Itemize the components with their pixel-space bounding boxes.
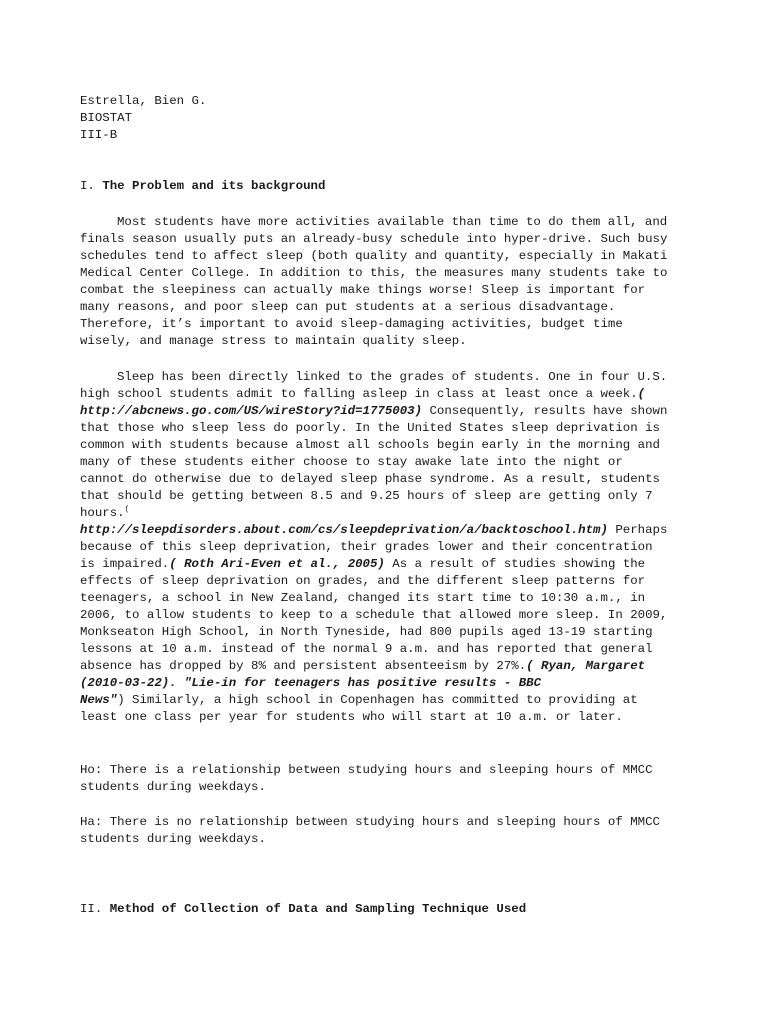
- citation: ( Ryan, Margaret: [526, 659, 646, 673]
- paragraph-2-line: Monkseaton High School, in North Tyneside, had 800 pupils aged 13-19 starting: [80, 625, 653, 639]
- citation: ( Roth Ari-Even et al., 2005): [169, 557, 385, 571]
- null-hypothesis: students during weekdays.: [80, 780, 266, 794]
- alternative-hypothesis: students during weekdays.: [80, 832, 266, 846]
- paragraph-1-line: schedules tend to affect sleep (both quality and quantity, especially in Makati: [80, 249, 668, 263]
- paragraph-2-line: hours.(: [80, 504, 130, 520]
- paragraph-2-line: http://abcnews.go.com/US/wireStory?id=1775003) Consequently, results have shown: [80, 404, 668, 418]
- paragraph-2-line: effects of sleep deprivation on grades, and the different sleep patterns for: [80, 574, 646, 588]
- paragraph-2-line: that those who sleep less do poorly. In the United States sleep deprivation is: [80, 421, 660, 435]
- paragraph-2-line: absence has dropped by 8% and persistent absenteeism by 27%.( Ryan, Margaret: [80, 659, 646, 673]
- section-1-heading: [80, 178, 325, 195]
- paragraph-2-line: common with students because almost all schools begin early in the morning and: [80, 438, 660, 452]
- paragraph-2-line: News") Similarly, a high school in Copenhagen has committed to providing at: [80, 693, 638, 707]
- alternative-hypothesis: Ha: There is no relationship between studying hours and sleeping hours of MMCC: [80, 815, 660, 829]
- section-1-number: I.: [80, 179, 103, 193]
- paragraph-1-line: many reasons, and poor sleep can put students at a serious disadvantage.: [80, 300, 616, 314]
- paragraph-2-line: high school students admit to falling asleep in class at least once a week.(: [80, 387, 646, 401]
- author-name: Estrella, Bien G.: [80, 94, 207, 108]
- paragraph-2-line: is impaired.( Roth Ari-Even et al., 2005) As a result of studies showing the: [80, 557, 646, 571]
- paragraph-2-line: lessons at 10 a.m. instead of the normal 9 a.m. and has reported that general: [80, 642, 653, 656]
- section-2-title: Method of Collection of Data and Sampling Technique Used: [109, 902, 527, 916]
- null-hypothesis: Ho: There is a relationship between studying hours and sleeping hours of MMCC: [80, 763, 653, 777]
- paragraph-2-line: that should be getting between 8.5 and 9.25 hours of sleep are getting only 7: [80, 489, 653, 503]
- paragraph-2-line: 2006, to allow students to keep to a schedule that allowed more sleep. In 2009,: [80, 608, 668, 622]
- paragraph-2-line: because of this sleep deprivation, their grades lower and their concentration: [80, 540, 653, 554]
- paragraph-1-line: Medical Center College. In addition to this, the measures many students take to: [80, 266, 668, 280]
- paragraph-2-line: http://sleepdisorders.about.com/cs/sleepdeprivation/a/backtoschool.htm) Perhaps: [80, 523, 668, 537]
- paragraph-1-line: combat the sleepiness can actually make things worse! Sleep is important for: [80, 283, 646, 297]
- citation-link: http://abcnews.go.com/US/wireStory?id=1775003): [80, 404, 423, 418]
- section-label: III-B: [80, 128, 118, 142]
- paragraph-2-line: cannot do otherwise due to delayed sleep phase syndrome. As a result, students: [80, 472, 660, 486]
- paragraph-1-line: Therefore, it’s important to avoid sleep-damaging activities, budget time: [80, 317, 623, 331]
- subject-label: BIOSTAT: [80, 111, 133, 125]
- paragraph-2-line: Sleep has been directly linked to the grades of students. One in four U.S.: [117, 370, 668, 384]
- paragraph-2-line: least one class per year for students who will start at 10 a.m. or later.: [80, 710, 623, 724]
- section-2-heading: [80, 901, 526, 918]
- paragraph-2-line: many of these students either choose to stay awake late into the night or: [80, 455, 623, 469]
- section-2-number: II.: [80, 902, 110, 916]
- paragraph-1-line: Most students have more activities available than time to do them all, and: [117, 215, 668, 229]
- citation: (2010-03-22). "Lie-in for teenagers has positive results - BBC: [80, 676, 542, 690]
- paragraph-1-line: finals season usually puts an already-busy schedule into hyper-drive. Such busy: [80, 232, 668, 246]
- section-1-title: The Problem and its background: [102, 179, 326, 193]
- citation-link: http://sleepdisorders.about.com/cs/sleepdeprivation/a/backtoschool.htm): [80, 523, 608, 537]
- paragraph-2-line: teenagers, a school in New Zealand, changed its start time to 10:30 a.m., in: [80, 591, 646, 605]
- paragraph-1-line: wisely, and manage stress to maintain quality sleep.: [80, 334, 467, 348]
